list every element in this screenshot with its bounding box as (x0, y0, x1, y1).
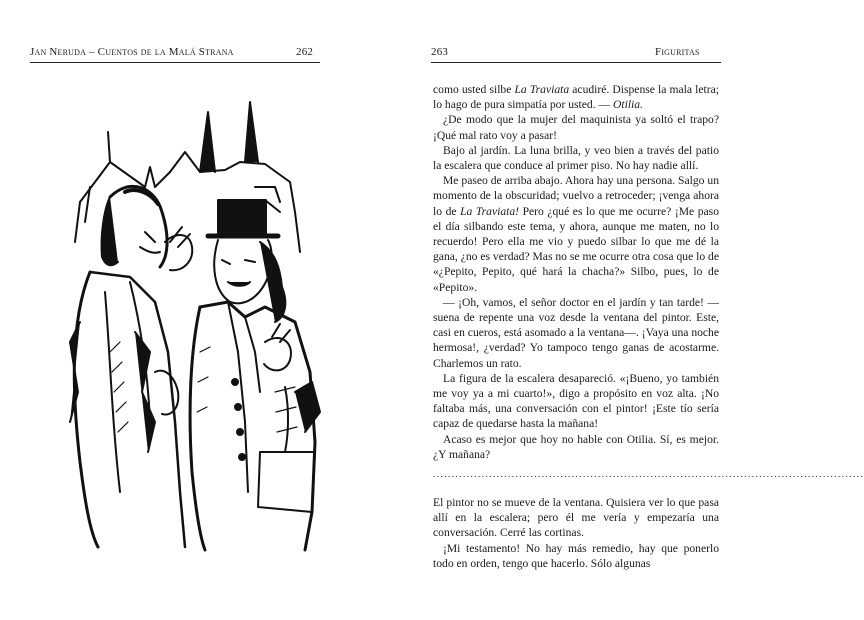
left-page (0, 0, 375, 620)
paragraph (433, 295, 719, 371)
right-page (375, 0, 864, 620)
page-number-right: 263 (431, 46, 449, 58)
text-run: — ¡Oh, vamos, el señor doctor en el jardín y tan tarde! — suena de repente una voz desde la ventana del pintor. Este, casi en cueros, está asomado a la ventana—. ¡Vaya una noche hermosa!, ¿verdad? Yo tampoco tengo ganas de acostarme. Charlemos un rato. (433, 295, 719, 370)
page-number-left: 262 (296, 46, 314, 58)
section-separator: ................................................................................................................... (433, 469, 864, 480)
paragraphs-after-break (433, 495, 719, 571)
text-run: acudiré. Dispense la mala letra; lo hago de pura simpatía por usted. — (433, 83, 719, 112)
header-rule-right (431, 62, 721, 63)
text-run: ¿De modo que la mujer del maquinista ya soltó el trapo? ¡Qué mal rato voy a pasar! (433, 113, 719, 142)
paragraph (433, 371, 719, 432)
paragraph (433, 143, 719, 173)
ink-illustration-two-men (50, 92, 340, 552)
italic-text: Otilia. (613, 98, 643, 112)
text-run: Bajo al jardín. La luna brilla, y veo bien a través del patio la escalera que conduce al primer piso. No hay nadie allí. (433, 143, 719, 173)
text-run: ¡Mi testamento! No hay más remedio, hay que ponerlo todo en orden, tengo que hacerlo. Sólo algunas (433, 541, 719, 570)
text-run: como usted silbe (433, 83, 515, 96)
running-title-left: Jan Neruda – Cuentos de la Malá Strana (30, 46, 234, 58)
paragraph (433, 173, 719, 295)
text-run: Pero ¿qué es lo que me ocurre? ¡Me paso el día silbando este tema, y ahora, aunque me maten, no lo recuerdo! Pero ella me vio y puedo silbar lo que me dé la gana, ¿no es verdad? Mas no se me ocurre otra cosa que lo de «¿Pepito, Pepito, qué hará la chacha?» Silbo, pues, lo de «Pepito». (433, 204, 719, 294)
text-run: Acaso es mejor que hoy no hable con Otilia. Sí, es mejor. ¿Y mañana? (433, 432, 719, 461)
italic-text: La Traviata! (460, 204, 520, 218)
paragraph (433, 432, 719, 462)
paragraphs-before-break (433, 82, 719, 462)
body-text (433, 82, 864, 571)
running-title-right: Figuritas (655, 46, 700, 58)
paragraph (433, 495, 719, 541)
italic-text: La Traviata (514, 83, 570, 96)
header-rule-left (30, 62, 320, 63)
text-run: Me paseo de arriba abajo. Ahora hay una persona. Salgo un momento de la obscuridad; vuelvo a retroceder; ¡venga ahora lo de (433, 174, 719, 218)
paragraph (433, 541, 719, 571)
paragraph (433, 112, 719, 142)
text-run: La figura de la escalera desapareció. «¡Bueno, yo también me voy ya a mi cuarto!», digo a propósito en voz alta. ¡No faltaba más, una conversación con el pintor! ¡Este tío sería capaz de quedarse hasta la mañana! (433, 371, 719, 431)
text-run: El pintor no se mueve de la ventana. Quisiera ver lo que pasa allí en la escalera; pero él me vería y empezaría una conversación. Cerré las cortinas. (433, 496, 719, 540)
paragraph (433, 82, 719, 112)
